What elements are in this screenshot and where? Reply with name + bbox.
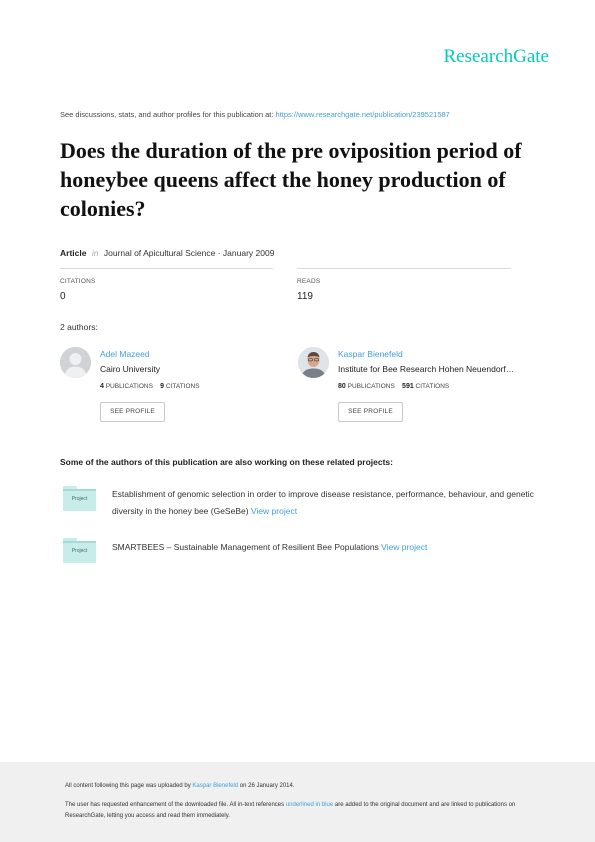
upload-note xyxy=(65,783,295,789)
footer xyxy=(0,762,595,842)
publication-type: Article xyxy=(60,248,87,258)
citations-label: CITATIONS xyxy=(165,383,200,390)
reads-value: 119 xyxy=(297,291,313,302)
publication-meta xyxy=(60,248,274,258)
author-institution: Cairo University xyxy=(100,364,160,374)
enhancement-note-prefix: The user has requested enhancement of the downloaded file. All in-text references xyxy=(65,802,286,808)
publication-venue: Journal of Apicultural Science · January 2009 xyxy=(103,248,275,258)
publication-title: Does the duration of the pre oviposition period of honeybee queens affect the honey production of colonies? xyxy=(60,138,522,221)
publication-count: 80 xyxy=(338,383,346,390)
reads-label: READS xyxy=(297,278,321,285)
citations-label: CITATIONS xyxy=(415,383,450,390)
publication-count: 4 xyxy=(100,383,104,390)
authors-heading: 2 authors: xyxy=(60,322,98,332)
citations-divider xyxy=(60,268,273,269)
project-title: SMARTBEES – Sustainable Management of Resilient Bee Populations xyxy=(112,542,382,552)
related-projects-heading: Some of the authors of this publication are also working on these related projects: xyxy=(60,457,393,467)
author-stats xyxy=(338,383,449,390)
project-description xyxy=(112,539,540,556)
uploader-link[interactable]: Kaspar Bienefeld xyxy=(192,783,239,789)
author-institution: Institute for Bee Research Hohen Neuendorf… xyxy=(338,364,515,374)
project-description xyxy=(112,486,540,520)
default-avatar-icon[interactable] xyxy=(60,347,91,378)
author-stats xyxy=(100,383,200,390)
author-name-link[interactable]: Adel Mazeed xyxy=(100,349,150,359)
discussions-text: See discussions, stats, and author profiles for this publication at: xyxy=(60,110,276,119)
citations-label: CITATIONS xyxy=(60,278,96,285)
citation-count: 9 xyxy=(160,383,165,390)
upload-note-prefix: All content following this page was uploaded by xyxy=(65,783,193,789)
enhancement-note-suffix: are added to the original document and are linked to publications on ResearchGate, letting you access and read them immediately. xyxy=(65,802,516,819)
researchgate-logo[interactable]: ResearchGate xyxy=(443,46,549,67)
citations-value: 0 xyxy=(60,291,66,302)
project-title: Establishment of genomic selection in order to improve disease resistance, performance, behaviour, and genetic diversity in the honey bee (GeSeBe) xyxy=(112,489,534,516)
discussions-line xyxy=(60,110,450,119)
photo-avatar[interactable] xyxy=(298,347,329,378)
reads-divider xyxy=(297,268,511,269)
see-profile-button[interactable]: SEE PROFILE xyxy=(338,402,403,422)
project-icon-label: Project xyxy=(71,496,88,502)
project-folder-icon xyxy=(63,486,96,511)
publications-label: PUBLICATIONS xyxy=(347,383,395,390)
meta-in: in xyxy=(91,248,99,258)
author-name-link[interactable]: Kaspar Bienefeld xyxy=(338,349,403,359)
enhancement-note xyxy=(65,800,535,822)
underlined-in-blue-text: underlined in blue xyxy=(285,802,334,808)
see-profile-button[interactable]: SEE PROFILE xyxy=(100,402,165,422)
citation-count: 591 xyxy=(402,383,414,390)
view-project-link[interactable]: View project xyxy=(250,506,298,516)
publications-label: PUBLICATIONS xyxy=(105,383,153,390)
publication-url-link[interactable]: https://www.researchgate.net/publication/239521587 xyxy=(275,110,450,119)
view-project-link[interactable]: View project xyxy=(381,542,428,552)
project-folder-icon xyxy=(63,538,96,563)
project-icon-label: Project xyxy=(71,548,88,554)
upload-note-date: on 26 January 2014. xyxy=(238,783,295,789)
